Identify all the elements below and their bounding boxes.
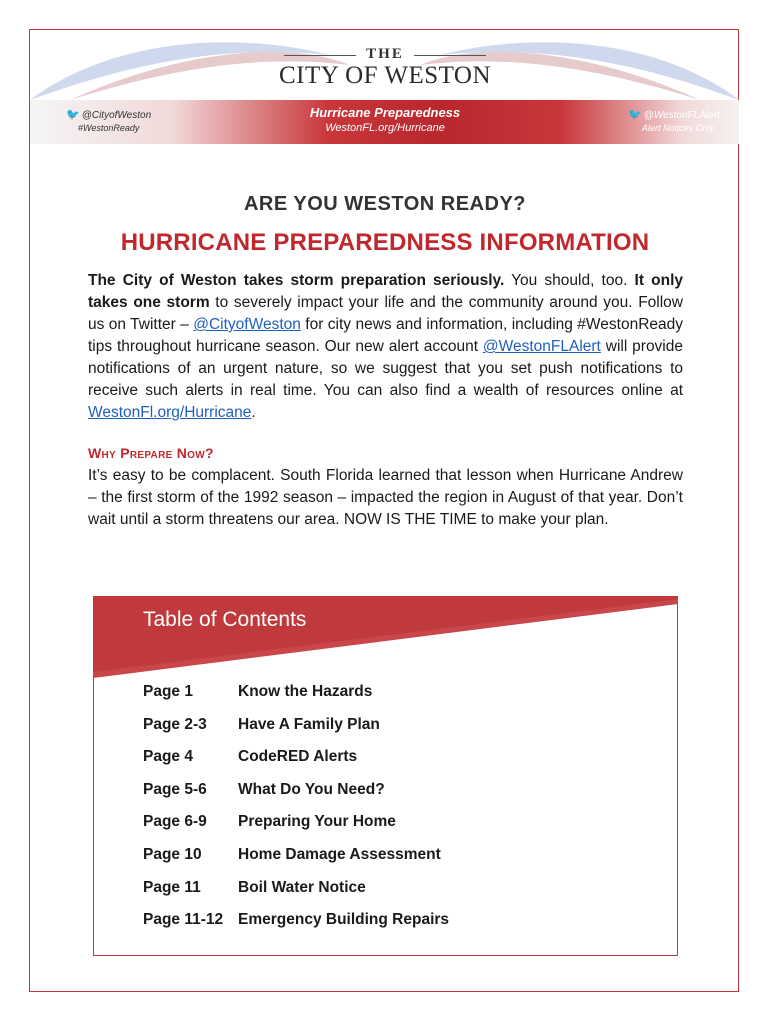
intro-text-1: You should, too. — [504, 272, 635, 289]
hashtag-weston-ready: #WestonReady — [78, 123, 140, 133]
toc-item[interactable] — [143, 813, 663, 846]
header-center-title — [280, 105, 490, 134]
intro-bold-2: It only takes one storm — [88, 272, 683, 311]
twitter-handle-city[interactable]: @CityofWeston — [81, 110, 152, 121]
toc-item[interactable] — [143, 748, 663, 781]
toc-page: Page 10 — [143, 845, 202, 863]
toc-page: Page 4 — [143, 748, 193, 766]
intro-text-5: . — [251, 404, 256, 421]
toc-page: Page 5-6 — [143, 780, 207, 798]
heading-main: HURRICANE PREPAREDNESS INFORMATION — [120, 229, 650, 256]
toc-item[interactable] — [143, 846, 663, 879]
toc-list — [143, 683, 663, 944]
toc-entry: Boil Water Notice — [238, 878, 366, 896]
why-prepare-heading: Why Prepare Now? — [88, 445, 214, 461]
toc-entry: Have A Family Plan — [238, 715, 380, 733]
heading-weston-ready: ARE YOU WESTON READY? — [243, 193, 526, 215]
intro-text-2: to severely impact your life and the community around you. Follow us on Twitter – — [88, 294, 683, 333]
link-cityofweston[interactable]: @CityofWeston — [193, 316, 301, 333]
toc-page: Page 11-12 — [143, 911, 224, 929]
why-prepare-body: It’s easy to be complacent. South Florida learned that lesson when Hurricane Andrew – the first storm of the 1992 season – impacted the region in August of that year. Don’t wait until a storm threatens our area. NOW IS THE TIME to make your plan. — [88, 467, 683, 528]
intro-bold-1: The City of Weston takes storm preparation seriously. — [88, 272, 505, 289]
toc-entry: Know the Hazards — [238, 683, 373, 700]
twitter-left — [66, 108, 151, 133]
toc-page: Page 6-9 — [143, 813, 207, 831]
toc-entry: CodeRED Alerts — [238, 748, 358, 766]
link-hurricane-site[interactable]: WestonFl.org/Hurricane — [88, 404, 252, 421]
toc-title: Table of Contents — [143, 608, 307, 631]
alert-notices-note: Alert Notices Only — [642, 123, 715, 133]
header-title: Hurricane Preparedness — [309, 105, 461, 120]
toc-entry: Emergency Building Repairs — [238, 911, 450, 929]
intro-paragraph — [88, 270, 683, 424]
toc-item[interactable] — [143, 911, 663, 944]
intro-text-4: will provide notifications of an urgent nature, so we suggest that you set push notifications to receive such alerts in real time. You can also find a wealth of resources online at — [88, 338, 683, 399]
twitter-handle-alert[interactable]: @WestonFLAlert — [643, 110, 720, 121]
link-westonflalert[interactable]: @WestonFLAlert — [482, 338, 601, 355]
toc-item[interactable] — [143, 879, 663, 912]
toc-entry: Home Damage Assessment — [238, 845, 441, 863]
twitter-right — [628, 108, 720, 133]
logo-the: THE — [284, 46, 486, 64]
toc-page: Page 11 — [143, 878, 201, 896]
toc-item[interactable] — [143, 683, 663, 716]
logo-city-name: CITY OF WESTON — [278, 62, 492, 89]
intro-text-3: for city news and information, including #WestonReady tips throughout hurricane season. Our new alert account — [88, 316, 683, 355]
toc-entry: What Do You Need? — [238, 780, 385, 798]
toc-item[interactable] — [143, 716, 663, 749]
header-url[interactable]: WestonFL.org/Hurricane — [325, 122, 445, 134]
twitter-bird-icon: 🐦 — [66, 109, 80, 121]
toc-page: Page 2-3 — [143, 715, 207, 733]
twitter-bird-icon: 🐦 — [628, 109, 642, 121]
toc-item[interactable] — [143, 781, 663, 814]
toc-entry: Preparing Your Home — [238, 813, 396, 831]
toc-page: Page 1 — [143, 683, 193, 700]
